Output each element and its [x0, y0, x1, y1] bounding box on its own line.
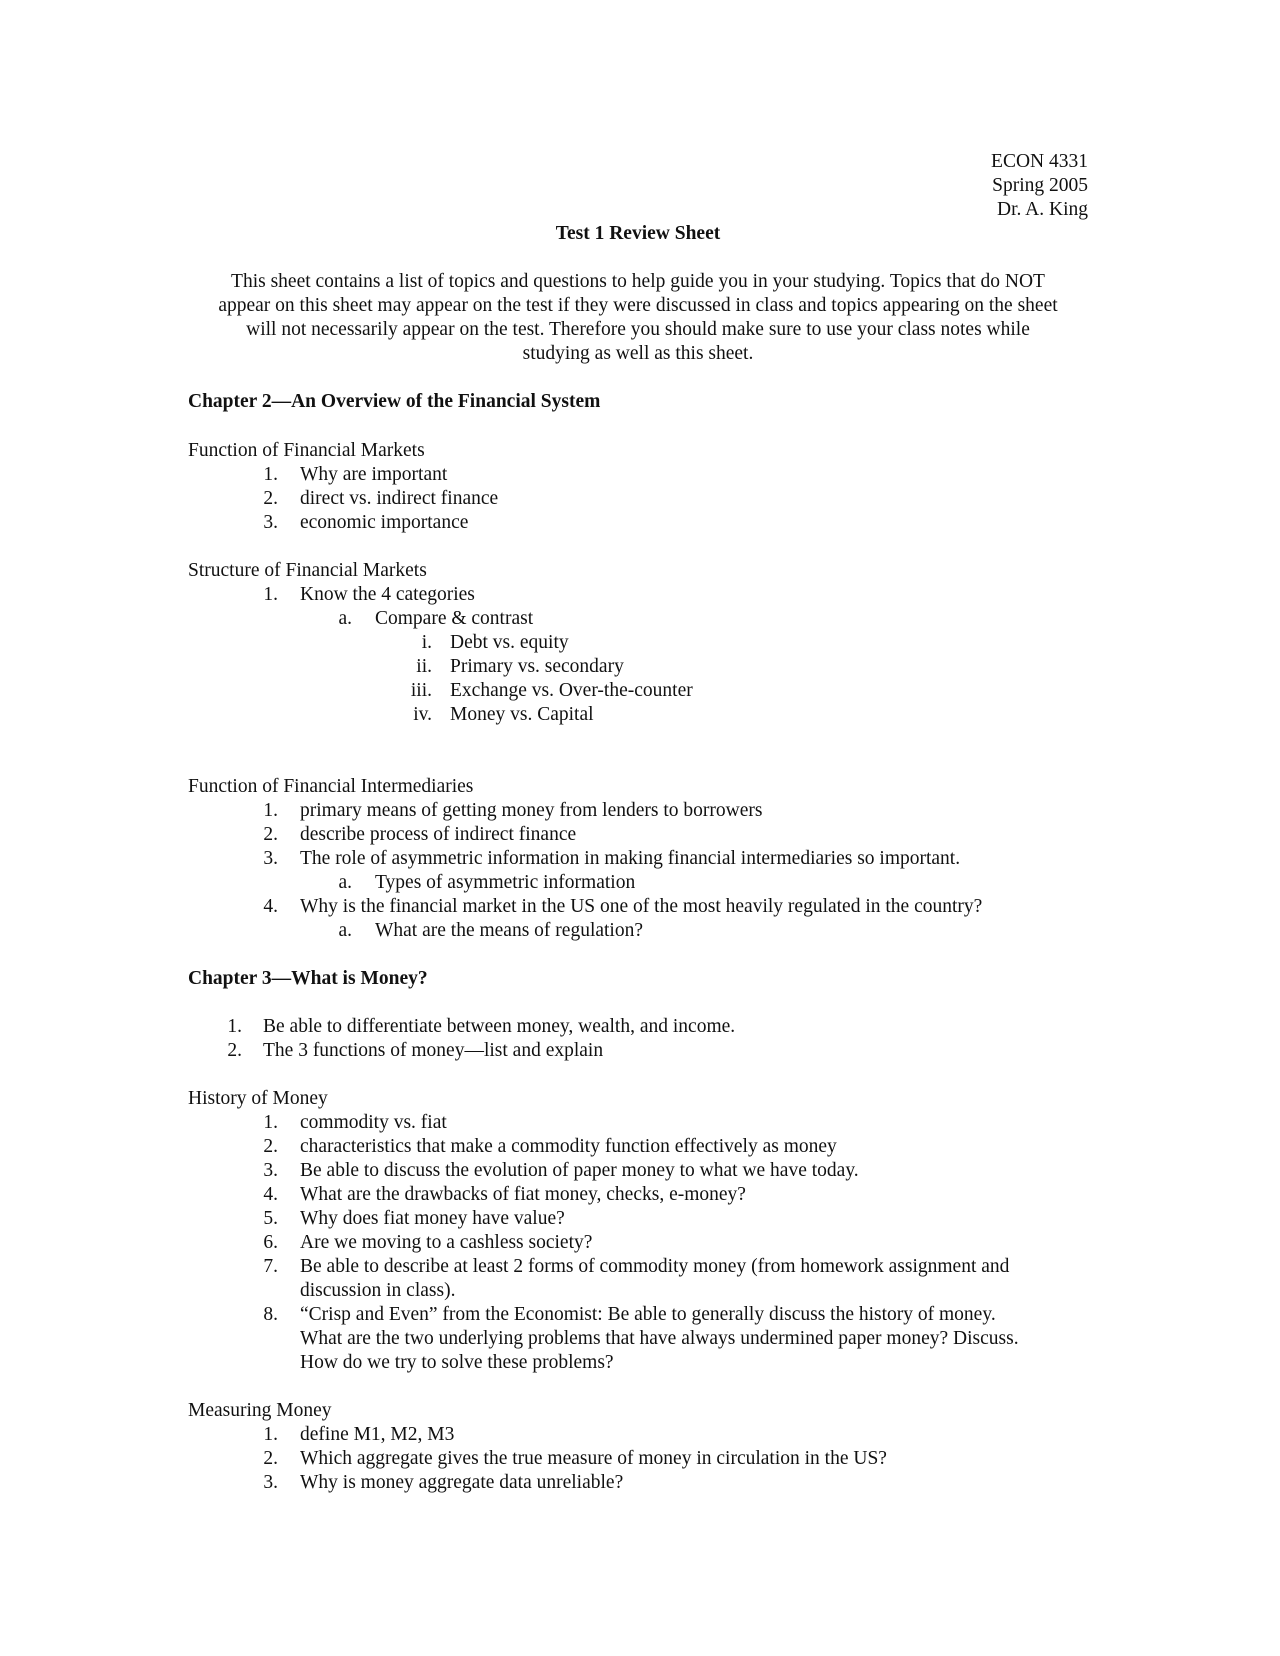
intro-line: studying as well as this sheet.: [522, 343, 754, 364]
list-item: Why does fiat money have value?: [300, 1208, 565, 1229]
list-marker: a.: [338, 920, 352, 941]
list-marker: 3.: [263, 1160, 278, 1181]
intro-line: appear on this sheet may appear on the test if they were discussed in class and topics appearing on the sheet: [218, 295, 1058, 316]
list-item: describe process of indirect finance: [300, 824, 577, 845]
list-item: commodity vs. fiat: [300, 1112, 447, 1133]
list-marker: 1.: [263, 464, 278, 485]
list-marker: 2.: [263, 1448, 278, 1469]
structure-markets-heading: Structure of Financial Markets: [188, 560, 427, 581]
list-marker: 3.: [263, 1472, 278, 1493]
list-item: What are the means of regulation?: [375, 920, 644, 941]
list-marker: 1.: [263, 1112, 278, 1133]
list-marker: 2.: [227, 1040, 242, 1061]
course-term: Spring 2005: [992, 175, 1088, 196]
list-marker: 6.: [263, 1232, 278, 1253]
list-item-continuation: discussion in class).: [300, 1280, 456, 1301]
list-item: Money vs. Capital: [450, 704, 594, 725]
list-item: Why is money aggregate data unreliable?: [300, 1472, 624, 1493]
list-marker: 2.: [263, 488, 278, 509]
list-item: Which aggregate gives the true measure of money in circulation in the US?: [300, 1448, 887, 1469]
list-item: The 3 functions of money—list and explain: [263, 1040, 604, 1061]
intro-line: will not necessarily appear on the test. Therefore you should make sure to use your class notes while: [246, 319, 1030, 340]
course-instructor: Dr. A. King: [996, 199, 1088, 220]
history-money-heading: History of Money: [188, 1088, 328, 1109]
list-marker: 8.: [263, 1304, 278, 1325]
list-item: Be able to describe at least 2 forms of commodity money (from homework assignment and: [300, 1256, 1010, 1277]
list-marker: 3.: [263, 848, 278, 869]
measuring-money-heading: Measuring Money: [188, 1400, 332, 1421]
list-marker: ii.: [416, 656, 432, 677]
list-item: economic importance: [300, 512, 469, 533]
list-marker: 4.: [263, 1184, 278, 1205]
list-item: “Crisp and Even” from the Economist: Be able to generally discuss the history of money.: [300, 1304, 996, 1325]
list-marker: 3.: [263, 512, 278, 533]
list-item: The role of asymmetric information in making financial intermediaries so important.: [300, 848, 961, 869]
list-item: Types of asymmetric information: [375, 872, 636, 893]
list-marker: iv.: [413, 704, 432, 725]
list-item: Why are important: [300, 464, 448, 485]
function-markets-heading: Function of Financial Markets: [188, 440, 425, 461]
list-marker: 4.: [263, 896, 278, 917]
list-item: Be able to differentiate between money, wealth, and income.: [263, 1016, 736, 1037]
list-marker: i.: [421, 632, 432, 653]
list-item: Why is the financial market in the US one of the most heavily regulated in the country?: [300, 896, 983, 917]
list-item: Primary vs. secondary: [450, 656, 624, 677]
list-item: direct vs. indirect finance: [300, 488, 499, 509]
list-marker: 1.: [263, 584, 278, 605]
list-marker: 7.: [263, 1256, 278, 1277]
list-item: Be able to discuss the evolution of paper money to what we have today.: [300, 1160, 859, 1181]
list-item-continuation: What are the two underlying problems that have always undermined paper money? Discuss.: [300, 1328, 1019, 1349]
list-marker: 5.: [263, 1208, 278, 1229]
chapter-2-heading: Chapter 2—An Overview of the Financial System: [188, 391, 601, 412]
list-item: Compare & contrast: [375, 608, 534, 629]
list-item: Know the 4 categories: [300, 584, 475, 605]
list-marker: 2.: [263, 824, 278, 845]
function-intermediaries-heading: Function of Financial Intermediaries: [188, 776, 474, 797]
list-item: Debt vs. equity: [450, 632, 569, 653]
list-marker: a.: [338, 872, 352, 893]
list-item: define M1, M2, M3: [300, 1424, 455, 1445]
list-marker: iii.: [410, 680, 432, 701]
list-item: Exchange vs. Over-the-counter: [450, 680, 693, 701]
list-item: primary means of getting money from lenders to borrowers: [300, 800, 763, 821]
list-item-continuation: How do we try to solve these problems?: [300, 1352, 614, 1373]
course-code: ECON 4331: [991, 151, 1088, 172]
list-item: What are the drawbacks of fiat money, checks, e-money?: [300, 1184, 746, 1205]
intro-line: This sheet contains a list of topics and questions to help guide you in your studying. Topics that do NOT: [231, 271, 1045, 292]
list-marker: 2.: [263, 1136, 278, 1157]
list-marker: 1.: [263, 800, 278, 821]
list-marker: 1.: [227, 1016, 242, 1037]
list-marker: 1.: [263, 1424, 278, 1445]
list-marker: a.: [338, 608, 352, 629]
chapter-3-heading: Chapter 3—What is Money?: [188, 968, 428, 989]
page-title: Test 1 Review Sheet: [555, 223, 721, 244]
list-item: Are we moving to a cashless society?: [300, 1232, 593, 1253]
list-item: characteristics that make a commodity function effectively as money: [300, 1136, 837, 1157]
